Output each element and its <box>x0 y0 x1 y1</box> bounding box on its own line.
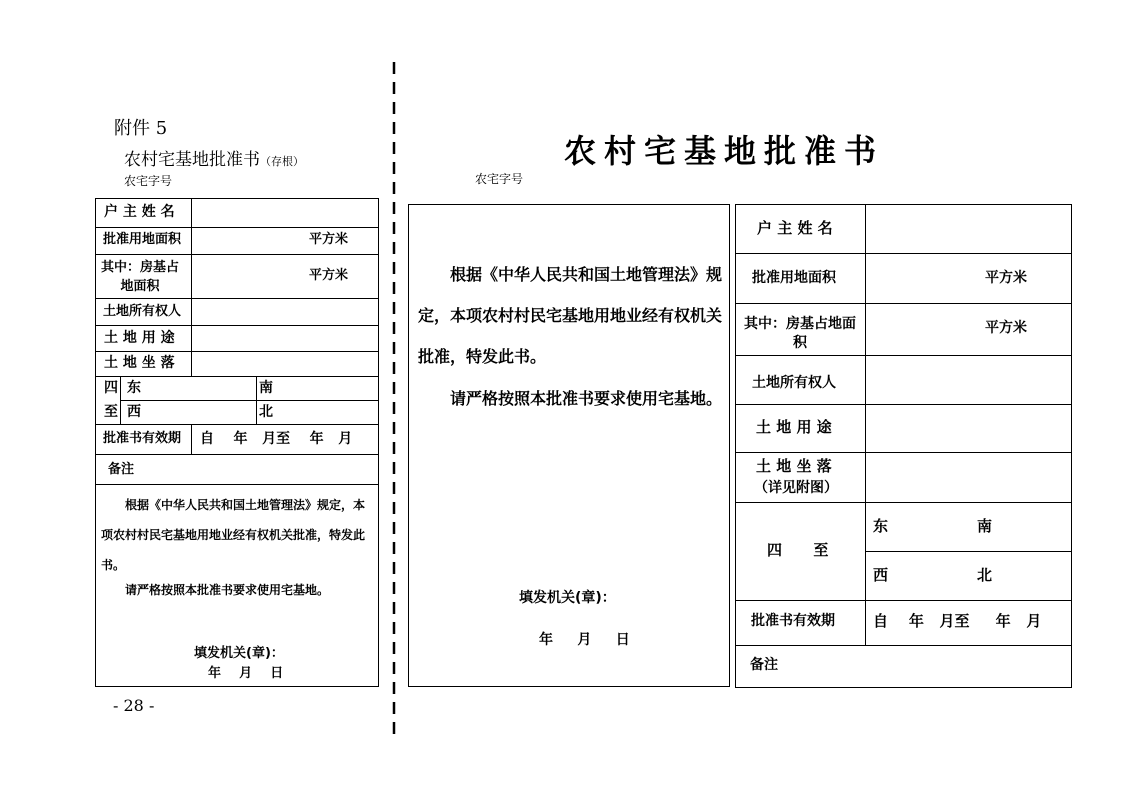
remarks-label: 备注 <box>750 657 778 673</box>
page-number: - 28 - <box>113 696 155 715</box>
stub-owner-label: 户 主 姓 名 <box>104 204 175 220</box>
east-label: 东 <box>873 517 889 535</box>
attachment-label: 附件 5 <box>114 118 168 139</box>
house-area-label: 其中：房基占地面积 <box>744 316 856 351</box>
stub-four-label-a: 四 <box>104 380 118 396</box>
approved-area-label: 批准用地面积 <box>752 270 836 286</box>
stub-doc-number-label: 农宅字号 <box>124 174 173 188</box>
stub-validity-value: 自 年 月至 年 月 <box>200 431 353 447</box>
stub-validity-label: 批准书有效期 <box>103 431 182 446</box>
validity-value: 自 年 月至 年 月 <box>873 612 1042 630</box>
certificate-date-label: 年 月 日 <box>539 632 630 648</box>
stub-west-label: 西 <box>127 404 141 420</box>
location-label: 土 地 坐 落 <box>756 457 832 475</box>
stub-title-main: 农村宅基地批准书 <box>124 150 260 170</box>
stub-house-area-label: 其中：房基占地面积 <box>101 260 180 294</box>
stub-issuer-label: 填发机关(章)： <box>194 646 284 661</box>
stub-east-label: 东 <box>127 380 141 396</box>
stub-usage-label: 土 地 用 途 <box>104 330 175 346</box>
stub-house-area-unit: 平方米 <box>309 268 349 283</box>
location-note: （详见附图） <box>754 480 838 496</box>
four-boundaries-label: 四 至 <box>767 541 829 559</box>
certificate-title: 农村宅基地批准书 <box>563 132 885 170</box>
certificate-issuer-label: 填发机关(章)： <box>519 590 616 606</box>
west-label: 西 <box>873 566 889 584</box>
stub-date-label: 年 月 日 <box>208 666 284 681</box>
approved-area-unit: 平方米 <box>985 270 1027 286</box>
validity-label: 批准书有效期 <box>751 613 835 629</box>
north-label: 北 <box>977 566 993 584</box>
stub-body-paragraph-2: 请严格按照本批准书要求使用宅基地。 <box>125 583 330 597</box>
owner-label: 户 主 姓 名 <box>757 219 833 237</box>
certificate-body-paragraph-1: 根据《中华人民共和国土地管理法》规定，本项农村村民宅基地用地业经有权机关批准，特发此书。 <box>418 265 723 366</box>
cut-line <box>390 62 398 742</box>
stub-ownership-label: 土地所有权人 <box>103 304 182 319</box>
stub-title-note: （存根） <box>260 155 304 168</box>
stub-remarks-label: 备注 <box>108 462 135 477</box>
ownership-label: 土地所有权人 <box>752 375 836 391</box>
house-area-unit: 平方米 <box>985 320 1027 336</box>
stub-location-label: 土 地 坐 落 <box>104 355 175 371</box>
usage-label: 土 地 用 途 <box>756 418 832 436</box>
south-label: 南 <box>977 517 993 535</box>
stub-body-paragraph-1: 根据《中华人民共和国土地管理法》规定，本项农村村民宅基地用地业经有权机关批准，特发此书。 <box>101 498 366 572</box>
stub-south-label: 南 <box>259 380 273 396</box>
stub-approved-area-label: 批准用地面积 <box>103 232 182 247</box>
stub-four-label-b: 至 <box>104 404 118 420</box>
certificate-doc-number-label: 农宅字号 <box>475 172 524 186</box>
certificate-body-paragraph-2: 请严格按照本批准书要求使用宅基地。 <box>450 389 723 408</box>
stub-north-label: 北 <box>259 404 273 420</box>
stub-approved-area-unit: 平方米 <box>309 232 349 247</box>
stub-title <box>124 152 304 169</box>
